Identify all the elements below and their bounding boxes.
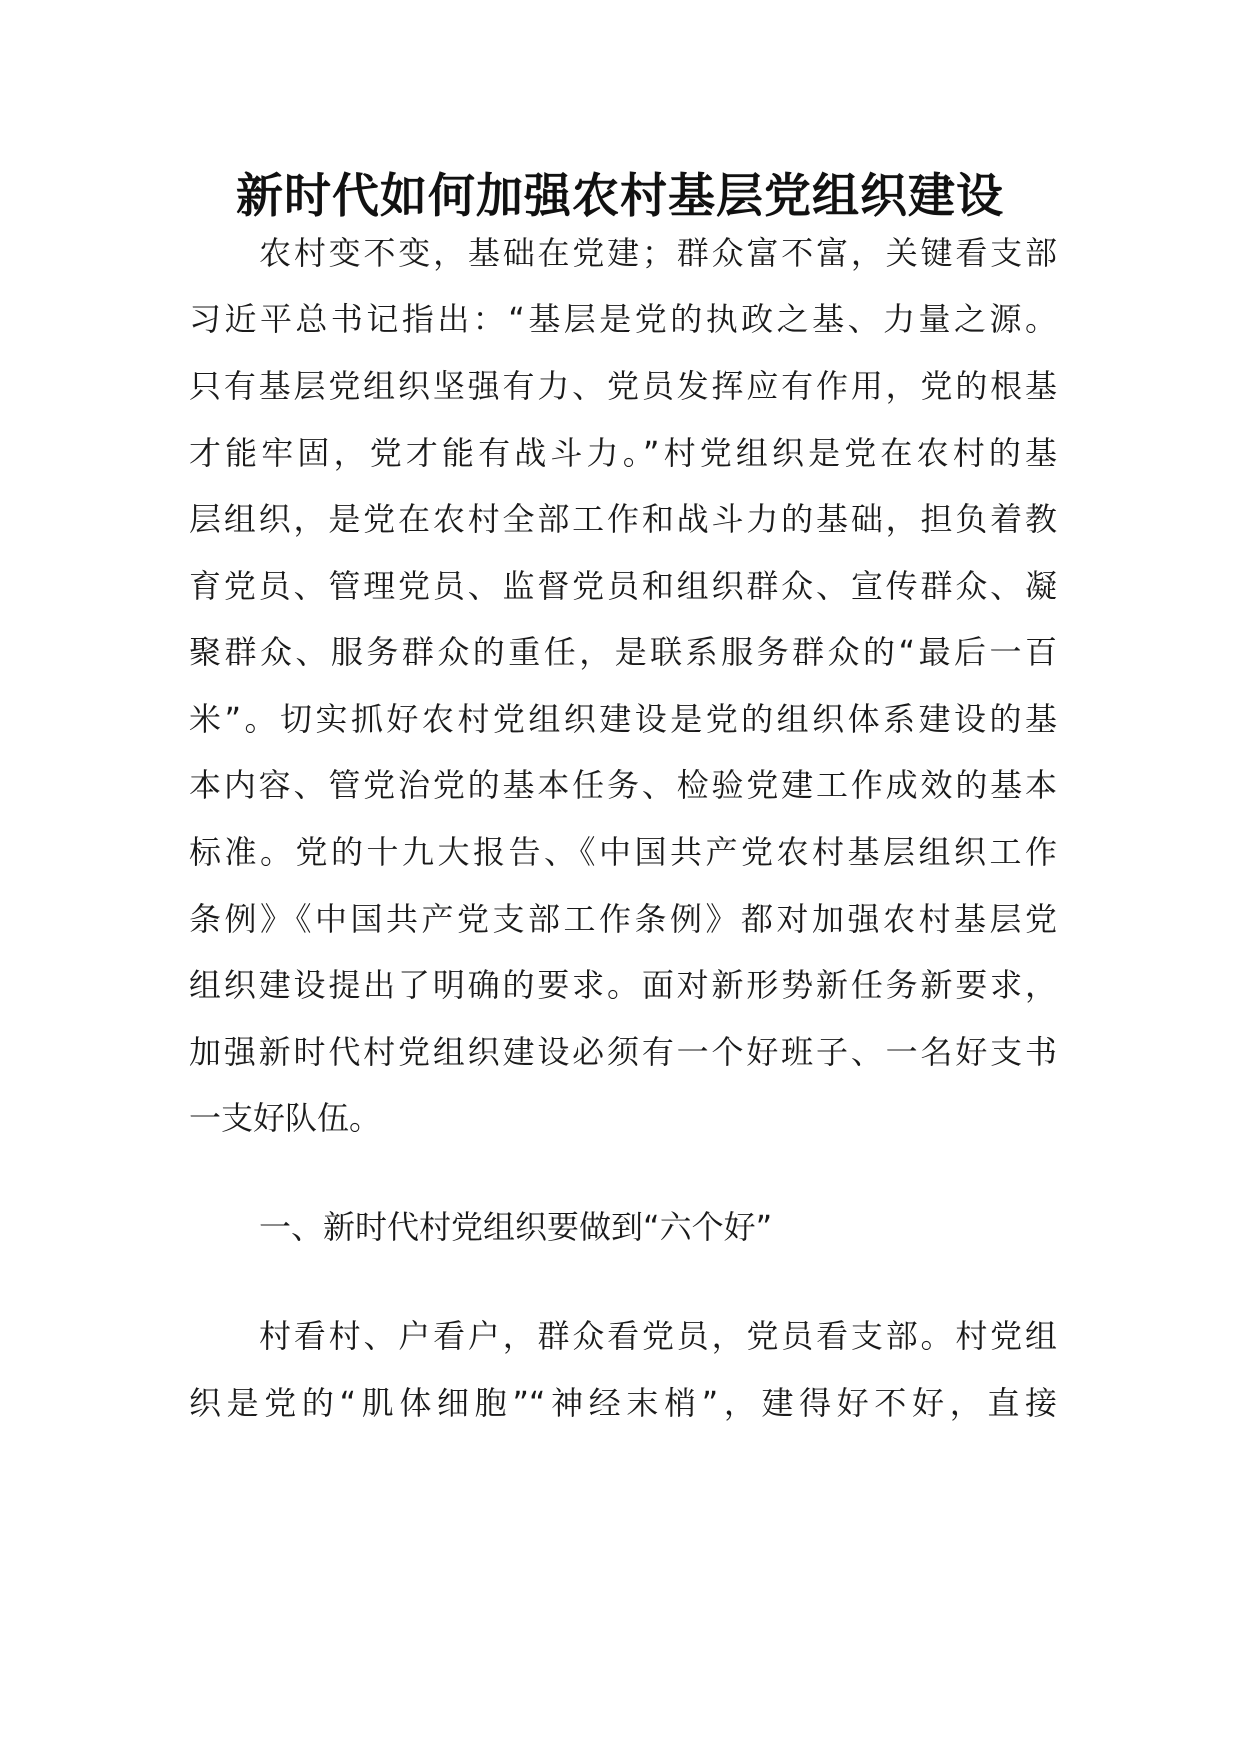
intro-line-11: 条例》《中国共产党支部工作条例》都对加强农村基层党	[189, 900, 1057, 938]
intro-line-5: 层组织，是党在农村全部工作和战斗力的基础，担负着教	[189, 500, 1057, 538]
section-heading-1: 一、新时代村党组织要做到“六个好”	[259, 1208, 773, 1246]
section1-line-1: 村看村、户看户，群众看党员，党员看支部。村党组	[259, 1317, 1057, 1355]
intro-line-9: 本内容、管党治党的基本任务、检验党建工作成效的基本	[189, 766, 1057, 804]
intro-line-10: 标准。党的十九大报告、《中国共产党农村基层组织工作	[189, 833, 1057, 871]
intro-line-8: 米”。切实抓好农村党组织建设是党的组织体系建设的基	[189, 700, 1057, 738]
document-title: 新时代如何加强农村基层党组织建设	[236, 169, 1004, 224]
intro-line-3: 只有基层党组织坚强有力、党员发挥应有作用，党的根基	[189, 367, 1057, 405]
intro-line-14: 一支好队伍。	[189, 1099, 382, 1137]
intro-line-2: 习近平总书记指出：“基层是党的执政之基、力量之源。	[189, 300, 1057, 338]
intro-line-4: 才能牢固，党才能有战斗力。”村党组织是党在农村的基	[189, 434, 1057, 472]
intro-line-12: 组织建设提出了明确的要求。面对新形势新任务新要求，	[189, 966, 1057, 1004]
intro-line-6: 育党员、管理党员、监督党员和组织群众、宣传群众、凝	[189, 567, 1057, 605]
intro-line-1: 农村变不变，基础在党建；群众富不富，关键看支部	[259, 234, 1057, 272]
section1-line-2: 织是党的“肌体细胞”“神经末梢”，建得好不好，直接	[189, 1384, 1057, 1422]
intro-line-7: 聚群众、服务群众的重任，是联系服务群众的“最后一百	[189, 633, 1057, 671]
intro-line-13: 加强新时代村党组织建设必须有一个好班子、一名好支书	[189, 1033, 1057, 1071]
